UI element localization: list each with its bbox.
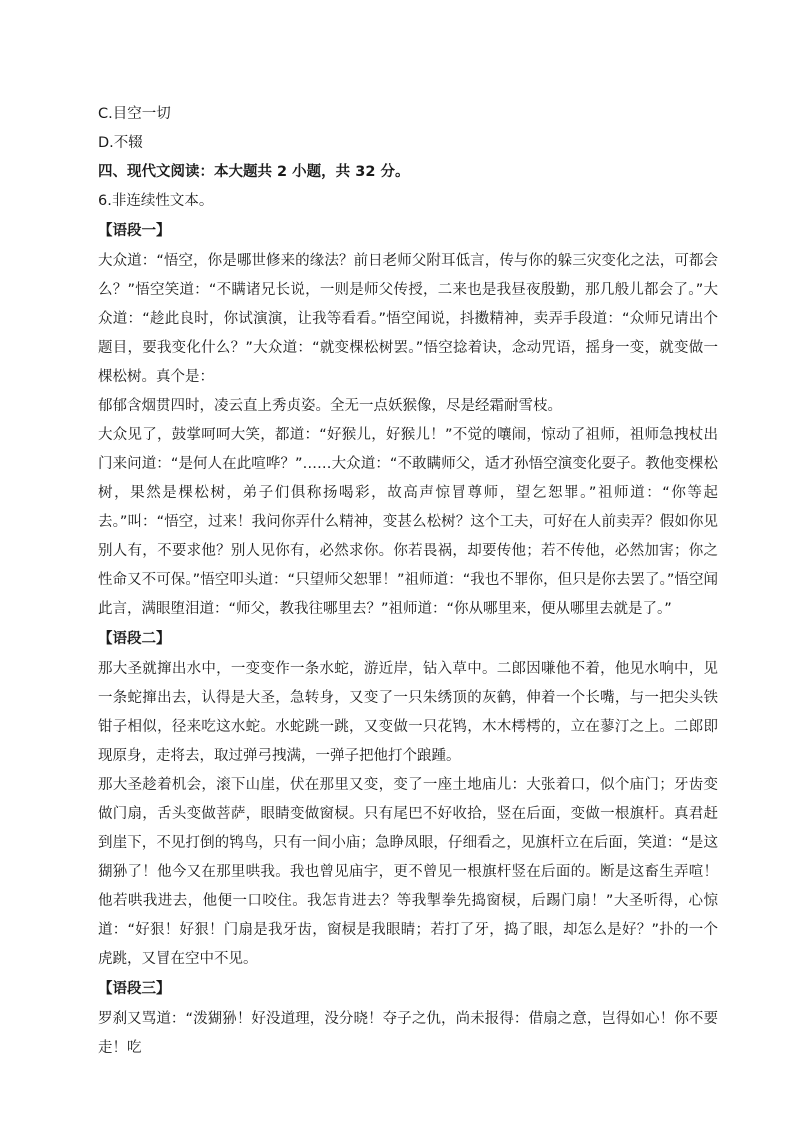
passage-1-paragraph-2: 大众见了，鼓掌呵呵大笑，都道：“好猴儿，好猴儿！”不觉的嚷闹，惊动了祖师，祖师急拽杖出门来问道：“是何人在此喧哗？”……大众道：“不敢瞒师父，适才孙悟空演变化耍子。教他变棵松树，果然是棵松树，弟子们俱称扬喝彩，故高声惊冒尊师，望乞恕罪。”祖师道：“你等起去。”叫：“悟空，过来！我问你弄什么精神，变甚么松树？这个工夫，可好在人前卖弄？假如你见别人有，不要求他？别人见你有，必然求你。你若畏祸，却要传他；若不传他，必然加害；你之性命又不可保。”悟空叩头道：“只望师父恕罪！”祖师道：“我也不罪你，但只是你去罢了。”悟空闻此言，满眼堕泪道：“师父，教我往哪里去？”祖师道：“你从哪里来，便从哪里去就是了。” (98, 427, 718, 617)
passage-2-paragraph-2: 那大圣趁着机会，滚下山崖，伏在那里又变，变了一座土地庙儿：大张着口，似个庙门；牙齿变做门扇，舌头变做菩萨，眼睛变做窗棂。只有尾巴不好收拾，竖在后面，变做一根旗杆。真君赶到崖下，不见打倒的鸨鸟，只有一间小庙；急睁凤眼，仔细看之，见旗杆立在后面，笑道：“是这猢狲了！他今又在那里哄我。我也曾见庙宇，更不曾见一根旗杆竖在后面的。断是这畜生弄喧！他若哄我进去，他便一口咬住。我怎肯进去？等我掣拳先捣窗棂，后踢门扇！”大圣听得，心惊道：“好狠！好狠！门扇是我牙齿，窗棂是我眼睛；若打了牙，捣了眼，却怎么是好？”扑的一个虎跳，又冒在空中不见。 (98, 777, 718, 967)
document-content (98, 100, 718, 1063)
passage-1-paragraph-1: 大众道：“悟空，你是哪世修来的缘法？前日老师父附耳低言，传与你的躲三灾变化之法，可都会么？”悟空笑道：“不瞒诸兄长说，一则是师父传授，二来也是我昼夜殷勤，那几般儿都会了。”大众道：“趁此良时，你试演演，让我等看看。”悟空闻说，抖擞精神，卖弄手段道：“众师兄请出个题目，要我变化什么？”大众道：“就变棵松树罢。”悟空捻着诀，念动咒语，摇身一变，就变做一棵松树。真个是： (98, 253, 718, 385)
section-heading: 四、现代文阅读：本大题共 2 小题，共 32 分。 (98, 164, 410, 180)
passage-2-label: 【语段二】 (98, 631, 171, 647)
option-d: D.不辍 (98, 135, 143, 151)
option-c: C.目空一切 (98, 106, 171, 122)
passage-3-label: 【语段三】 (98, 981, 171, 997)
question-6: 6.非连续性文本。 (98, 193, 214, 209)
passage-3-paragraph-1: 罗刹又骂道：“泼猢狲！好没道理，没分晓！夺子之仇，尚未报得：借扇之意，岂得如心！你不要走！吃 (98, 1011, 718, 1056)
passage-1-label: 【语段一】 (98, 223, 171, 239)
passage-2-paragraph-1: 那大圣就撺出水中，一变变作一条水蛇，游近岸，钻入草中。二郎因嗛他不着，他见水响中，见一条蛇撺出去，认得是大圣，急转身，又变了一只朱绣顶的灰鹤，伸着一个长嘴，与一把尖头铁钳子相似，径来吃这水蛇。水蛇跳一跳，又变做一只花鸨，木木樗樗的，立在蓼汀之上。二郎即现原身，走将去，取过弹弓拽满，一弹子把他打个踉踵。 (98, 661, 718, 764)
passage-1-poem: 郁郁含烟贯四时，凌云直上秀贞姿。全无一点妖猴像，尽是经霜耐雪枝。 (98, 398, 562, 414)
